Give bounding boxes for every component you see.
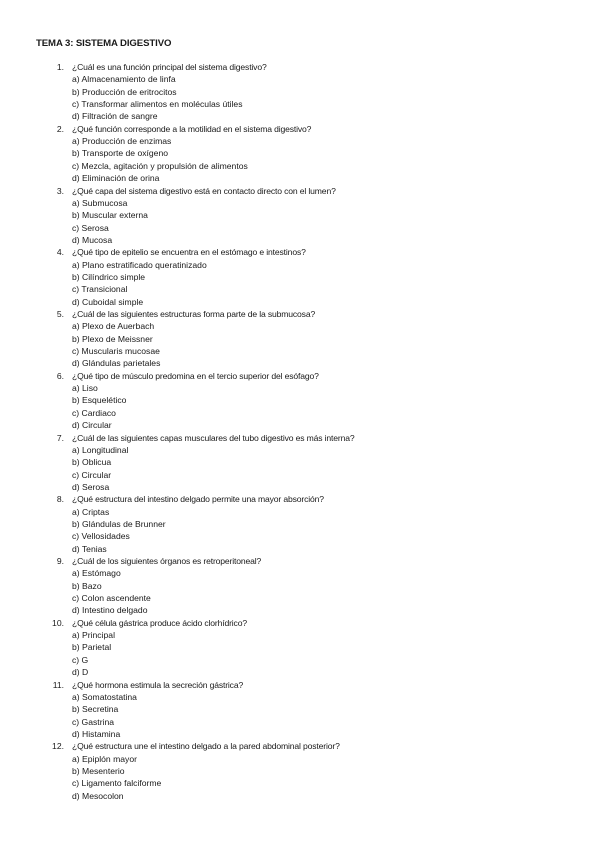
question-text: ¿Qué tipo de epitelio se encuentra en el estómago e intestinos? [72,247,306,258]
answer-option: a) Almacenamiento de linfa [72,74,176,85]
answer-option: a) Liso [72,383,98,394]
answer-option: c) G [72,654,89,665]
answer-option: a) Principal [72,630,115,641]
question-text: ¿Qué célula gástrica produce ácido clorhídrico? [72,617,247,628]
answer-option: c) Colon ascendente [72,593,151,604]
question-number: 11. [52,679,64,690]
question-number: 12. [52,741,64,752]
answer-option: b) Esquelético [72,395,127,406]
answer-option: c) Serosa [72,222,109,233]
question-number: 1. [56,62,64,72]
question-text: ¿Cuál es una función principal del sistema digestivo? [72,62,267,72]
answer-option: d) Glándulas parietales [72,358,161,369]
question-number: 9. [56,556,64,566]
question-number: 5. [56,309,64,319]
answer-option: b) Cilíndrico simple [72,271,146,282]
answer-option: c) Circular [72,469,112,480]
answer-option: d) Filtración de sangre [72,111,158,122]
answer-option: d) Cuboidal simple [72,296,144,307]
answer-option: b) Muscular externa [72,210,148,221]
answer-option: d) Mesocolon [72,790,124,801]
question-text: ¿Qué tipo de músculo predomina en el tercio superior del esófago? [72,370,319,381]
answer-option: d) Eliminación de orina [72,173,160,184]
answer-option: c) Gastrina [72,716,115,727]
answer-option: a) Estómago [72,568,121,579]
question-number: 6. [56,370,64,381]
answer-option: c) Ligamento falciforme [72,778,162,789]
question-text: ¿Qué función corresponde a la motilidad en el sistema digestivo? [72,123,312,134]
answer-option: a) Criptas [72,506,110,517]
answer-option: c) Vellosidades [72,531,130,542]
answer-option: a) Plexo de Auerbach [72,321,155,332]
answer-option: b) Secretina [72,704,119,715]
question-text: ¿Cuál de los siguientes órganos es retroperitoneal? [72,556,262,566]
answer-option: d) Circular [72,420,112,431]
answer-option: b) Parietal [72,642,112,653]
answer-option: a) Plano estratificado queratinizado [72,259,207,270]
answer-option: a) Epiplón mayor [72,753,137,764]
answer-option: c) Transicional [72,284,128,295]
answer-option: d) Histamina [72,728,121,739]
answer-option: b) Producción de eritrocitos [72,86,177,97]
answer-option: a) Somatostatina [72,691,137,702]
question-number: 7. [56,432,64,443]
answer-option: c) Mezcla, agitación y propulsión de alimentos [72,160,248,171]
question-text: ¿Qué estructura del intestino delgado permite una mayor absorción? [72,494,324,505]
answer-option: c) Muscularis mucosae [72,346,160,357]
question-number: 8. [56,494,64,505]
question-number: 4. [56,247,64,258]
answer-option: b) Transporte de oxígeno [72,148,169,159]
answer-option: b) Plexo de Meissner [72,333,153,344]
answer-option: a) Longitudinal [72,444,129,455]
answer-option: b) Bazo [72,580,102,591]
answer-option: d) Tenias [72,543,107,554]
question-text: ¿Cuál de las siguientes estructuras forma parte de la submucosa? [72,309,316,319]
answer-option: d) D [72,667,89,678]
question-text: ¿Cuál de las siguientes capas musculares del tubo digestivo es más interna? [72,432,355,443]
answer-option: a) Producción de enzimas [72,136,172,147]
question-number: 10. [52,617,64,628]
answer-option: c) Cardiaco [72,407,116,418]
answer-option: d) Serosa [72,481,110,492]
answer-option: d) Intestino delgado [72,605,148,616]
answer-option: b) Mesenterio [72,765,125,776]
answer-option: a) Submucosa [72,197,128,208]
answer-option: b) Oblicua [72,457,112,468]
document-title: TEMA 3: SISTEMA DIGESTIVO [36,38,172,49]
question-number: 3. [56,185,64,196]
question-text: ¿Qué capa del sistema digestivo está en contacto directo con el lumen? [72,185,336,196]
answer-option: d) Mucosa [72,234,113,245]
question-text: ¿Qué estructura une el intestino delgado a la pared abdominal posterior? [72,741,340,752]
answer-option: c) Transformar alimentos en moléculas útiles [72,99,243,110]
answer-option: b) Glándulas de Brunner [72,518,166,529]
question-text: ¿Qué hormona estimula la secreción gástrica? [72,679,244,690]
question-number: 2. [56,123,64,134]
